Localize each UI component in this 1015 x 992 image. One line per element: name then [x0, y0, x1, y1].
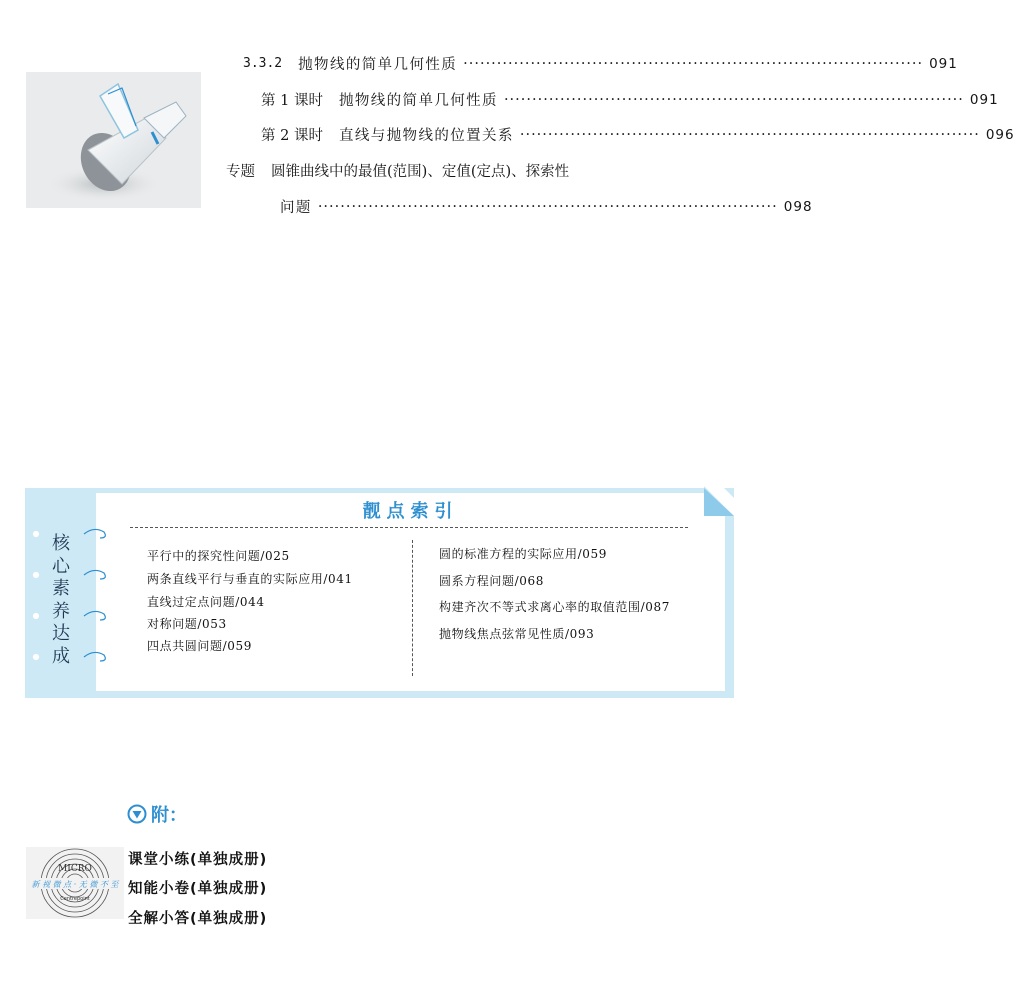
toc-number: 3.3.2	[243, 56, 283, 71]
toc-entry[interactable]	[243, 53, 958, 74]
logo-text: MICRO	[58, 864, 92, 874]
index-item-right[interactable]: 抛物线焦点弦常见性质/093	[439, 627, 595, 641]
index-item-right[interactable]: 圆的标准方程的实际应用/059	[439, 547, 607, 561]
toc-number: 第 1 课时	[261, 93, 323, 109]
side-title-char: 达	[52, 623, 70, 644]
index-item-left[interactable]: 两条直线平行与垂直的实际应用/041	[147, 572, 353, 586]
divider-vertical	[412, 540, 413, 676]
divider-horizontal	[130, 527, 688, 528]
panel-title: 靓点索引	[362, 501, 459, 522]
leader-dots: ··················································································	[463, 55, 924, 72]
svg-text:新 视 微 点 · 无 微 不 至: 新 视 微 点 · 无 微 不 至	[31, 880, 119, 889]
toc-page: 096	[985, 126, 1015, 143]
appendix-item: 知能小卷(单独成册)	[128, 881, 268, 897]
logo-subtext: Centrepoint	[60, 896, 90, 902]
side-title-core-literacy	[49, 533, 73, 668]
toc-entry[interactable]	[261, 89, 999, 110]
toc-title: 抛物线的简单几何性质	[338, 93, 498, 109]
index-item-left[interactable]: 直线过定点问题/044	[147, 595, 265, 609]
triangle-down-circle-icon	[127, 804, 147, 824]
leader-dots: ··················································································	[519, 126, 980, 143]
toc-entry[interactable]	[226, 160, 685, 181]
appendix-item: 课堂小练(单独成册)	[128, 852, 268, 868]
side-title-char: 素	[52, 578, 70, 599]
toc-title: 抛物线的简单几何性质	[298, 57, 458, 73]
toc-page: 091	[929, 55, 958, 72]
side-title-char: 心	[52, 555, 70, 577]
leader-dots: ··················································································	[317, 198, 778, 215]
toc-number: 专题	[226, 164, 255, 180]
micro-logo	[26, 847, 124, 919]
index-item-left[interactable]: 对称问题/053	[147, 617, 227, 631]
toc-entry-continued[interactable]	[280, 196, 813, 217]
toc-title: 直线与抛物线的位置关系	[338, 128, 514, 144]
binder-rings	[28, 520, 118, 670]
index-item-right[interactable]: 圆系方程问题/068	[439, 574, 544, 588]
toc-number: 第 2 课时	[261, 128, 323, 144]
side-title-char: 核	[52, 533, 70, 554]
index-item-right[interactable]: 构建齐次不等式求离心率的取值范围/087	[439, 600, 670, 614]
toc-entry[interactable]	[261, 124, 1015, 145]
leader-dots: ··················································································	[503, 91, 964, 108]
flashlight-illustration	[26, 72, 201, 208]
toc-page: 098	[783, 198, 813, 215]
index-item-left[interactable]: 平行中的探究性问题/025	[147, 549, 290, 563]
side-title-char: 成	[52, 645, 70, 667]
index-item-left[interactable]: 四点共圆问题/059	[147, 639, 252, 653]
appendix-label: 附：	[151, 805, 187, 826]
appendix-item: 全解小答(单独成册)	[128, 911, 268, 927]
toc-title: 圆锥曲线中的最值(范围)、定值(定点)、探索性	[271, 164, 570, 180]
toc-page: 091	[969, 91, 999, 108]
toc-title-continued: 问题	[280, 200, 312, 216]
side-title-char: 养	[52, 600, 70, 622]
